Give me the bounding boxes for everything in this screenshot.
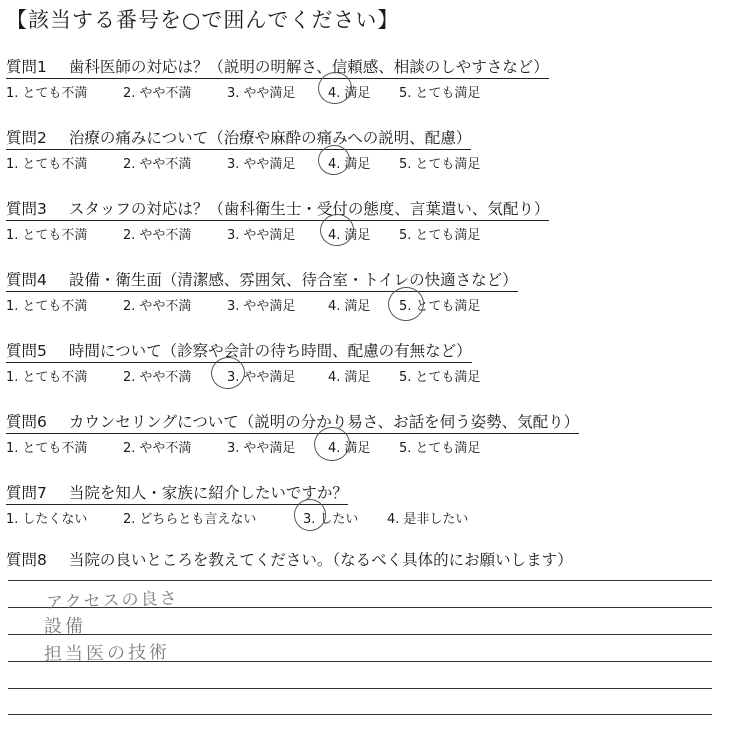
option-2[interactable] xyxy=(123,82,191,101)
option-number: 3. xyxy=(227,370,240,385)
option-label: やや不満 xyxy=(139,441,192,456)
option-number: 3. xyxy=(227,86,240,101)
question-title xyxy=(6,410,579,434)
question-number: 質問6 xyxy=(6,413,47,431)
option-number: 4. xyxy=(328,228,341,243)
question-text: 時間について（診察や会計の待ち時間、配慮の有無など） xyxy=(68,342,472,360)
option-number: 1. xyxy=(6,157,19,172)
option-label: 満足 xyxy=(344,370,371,385)
option-2[interactable] xyxy=(123,153,191,172)
question-3 xyxy=(6,197,736,246)
option-number: 1. xyxy=(6,86,19,101)
option-label: 満足 xyxy=(344,299,371,314)
question-text: 歯科医師の対応は？（説明の明解さ、信頼感、相談のしやすさなど） xyxy=(68,58,549,76)
handwritten-answer: アクセスの良さ xyxy=(45,588,179,614)
question-number: 質問3 xyxy=(6,200,47,218)
option-number: 4. xyxy=(387,512,400,527)
option-label: やや満足 xyxy=(243,370,296,385)
question-number: 質問1 xyxy=(6,58,47,76)
option-number: 5. xyxy=(399,86,412,101)
option-label: とても満足 xyxy=(415,441,481,456)
answer-options xyxy=(6,508,736,530)
option-1[interactable] xyxy=(6,366,87,385)
option-label: とても満足 xyxy=(415,228,481,243)
option-number: 5. xyxy=(399,228,412,243)
option-1[interactable] xyxy=(6,224,87,243)
option-number: 3. xyxy=(227,157,240,172)
option-5[interactable] xyxy=(399,295,480,314)
option-label: やや不満 xyxy=(139,299,192,314)
handwritten-answer: 担当医の技術 xyxy=(43,641,171,666)
option-number: 4. xyxy=(328,86,341,101)
option-2[interactable] xyxy=(123,295,191,314)
option-label: したくない xyxy=(22,512,88,527)
question-title xyxy=(6,339,472,363)
answer-options xyxy=(6,366,736,388)
option-5[interactable] xyxy=(399,82,480,101)
option-label: 満足 xyxy=(344,228,371,243)
option-number: 1. xyxy=(6,370,19,385)
question-title xyxy=(6,481,348,505)
option-number: 4. xyxy=(328,157,341,172)
option-label: やや満足 xyxy=(243,228,296,243)
question-text: 設備・衛生面（清潔感、雰囲気、待合室・トイレの快適さなど） xyxy=(68,271,518,289)
option-label: やや不満 xyxy=(139,86,192,101)
option-number: 2. xyxy=(123,299,136,314)
question-title xyxy=(6,268,518,292)
option-label: とても満足 xyxy=(415,370,481,385)
page-title: 【該当する番号を○で囲んでください】 xyxy=(6,8,400,32)
option-2[interactable] xyxy=(123,437,191,456)
option-2[interactable] xyxy=(123,224,191,243)
question-number: 質問4 xyxy=(6,271,47,289)
option-label: とても不満 xyxy=(22,370,88,385)
answer-line xyxy=(8,714,712,715)
handwritten-answer: 設備 xyxy=(44,616,86,637)
answer-line xyxy=(8,580,712,581)
option-5[interactable] xyxy=(399,224,480,243)
option-label: 是非したい xyxy=(403,512,469,527)
option-1[interactable] xyxy=(6,295,87,314)
option-5[interactable] xyxy=(399,437,480,456)
question-5 xyxy=(6,339,736,388)
option-4[interactable] xyxy=(387,508,468,527)
option-4[interactable] xyxy=(328,437,370,456)
answer-options xyxy=(6,224,736,246)
option-number: 4. xyxy=(328,299,341,314)
option-2[interactable] xyxy=(123,508,256,527)
option-3[interactable] xyxy=(227,437,295,456)
option-5[interactable] xyxy=(399,153,480,172)
answer-line xyxy=(8,634,712,635)
question-text: 当院を知人・家族に紹介したいですか？ xyxy=(68,484,348,502)
question-title xyxy=(6,197,549,221)
option-label: 満足 xyxy=(344,157,371,172)
option-number: 3. xyxy=(227,299,240,314)
option-label: 満足 xyxy=(344,441,371,456)
option-number: 5. xyxy=(399,441,412,456)
answer-line xyxy=(8,688,712,689)
option-label: とても不満 xyxy=(22,299,88,314)
option-3[interactable] xyxy=(303,508,358,527)
question-1 xyxy=(6,55,736,104)
option-number: 4. xyxy=(328,370,341,385)
option-number: 1. xyxy=(6,441,19,456)
option-number: 5. xyxy=(399,157,412,172)
option-number: 3. xyxy=(303,512,316,527)
option-3[interactable] xyxy=(227,295,295,314)
question-7 xyxy=(6,481,736,530)
option-number: 2. xyxy=(123,228,136,243)
question-number: 質問2 xyxy=(6,129,47,147)
answer-options xyxy=(6,437,736,459)
option-label: どちらとも言えない xyxy=(139,512,257,527)
question-number: 質問8 xyxy=(6,551,47,569)
option-label: やや満足 xyxy=(243,157,296,172)
option-5[interactable] xyxy=(399,366,480,385)
option-3[interactable] xyxy=(227,224,295,243)
question-title xyxy=(6,55,549,79)
answer-options xyxy=(6,295,736,317)
option-label: やや不満 xyxy=(139,228,192,243)
option-number: 2. xyxy=(123,370,136,385)
option-number: 3. xyxy=(227,228,240,243)
option-1[interactable] xyxy=(6,82,87,101)
option-label: とても満足 xyxy=(415,299,481,314)
option-label: とても不満 xyxy=(22,228,88,243)
option-label: やや不満 xyxy=(139,157,192,172)
question-number: 質問5 xyxy=(6,342,47,360)
option-label: やや満足 xyxy=(243,299,296,314)
question-text: 治療の痛みについて（治療や麻酔の痛みへの説明、配慮） xyxy=(68,129,472,147)
question-2 xyxy=(6,126,736,175)
option-number: 1. xyxy=(6,512,19,527)
option-4[interactable] xyxy=(328,366,370,385)
question-text: カウンセリングについて（説明の分かり易さ、お話を伺う姿勢、気配り） xyxy=(68,413,580,431)
option-label: やや不満 xyxy=(139,370,192,385)
option-1[interactable] xyxy=(6,437,87,456)
option-4[interactable] xyxy=(328,224,370,243)
question-number: 質問7 xyxy=(6,484,47,502)
option-number: 2. xyxy=(123,441,136,456)
option-number: 2. xyxy=(123,512,136,527)
question-title xyxy=(6,126,471,150)
option-label: したい xyxy=(319,512,359,527)
option-label: やや満足 xyxy=(243,86,296,101)
question-6 xyxy=(6,410,736,459)
option-4[interactable] xyxy=(328,82,370,101)
option-label: とても満足 xyxy=(415,157,481,172)
option-1[interactable] xyxy=(6,508,87,527)
option-3[interactable] xyxy=(227,82,295,101)
option-4[interactable] xyxy=(328,153,370,172)
option-label: とても満足 xyxy=(415,86,481,101)
option-label: とても不満 xyxy=(22,86,88,101)
option-number: 2. xyxy=(123,86,136,101)
option-number: 5. xyxy=(399,370,412,385)
option-3[interactable] xyxy=(227,153,295,172)
option-number: 1. xyxy=(6,228,19,243)
answer-options xyxy=(6,153,736,175)
option-4[interactable] xyxy=(328,295,370,314)
question-4 xyxy=(6,268,736,317)
question-text: 当院の良いところを教えてください。（なるべく具体的にお願いします） xyxy=(68,551,573,569)
option-label: とても不満 xyxy=(22,157,88,172)
option-3[interactable] xyxy=(227,366,295,385)
option-number: 5. xyxy=(399,299,412,314)
option-number: 3. xyxy=(227,441,240,456)
option-2[interactable] xyxy=(123,366,191,385)
option-label: 満足 xyxy=(344,86,371,101)
question-8-title xyxy=(6,548,573,570)
option-label: とても不満 xyxy=(22,441,88,456)
question-text: スタッフの対応は？（歯科衛生士・受付の態度、言葉遣い、気配り） xyxy=(68,200,550,218)
option-number: 4. xyxy=(328,441,341,456)
answer-options xyxy=(6,82,736,104)
option-label: やや満足 xyxy=(243,441,296,456)
option-number: 2. xyxy=(123,157,136,172)
option-number: 1. xyxy=(6,299,19,314)
option-1[interactable] xyxy=(6,153,87,172)
